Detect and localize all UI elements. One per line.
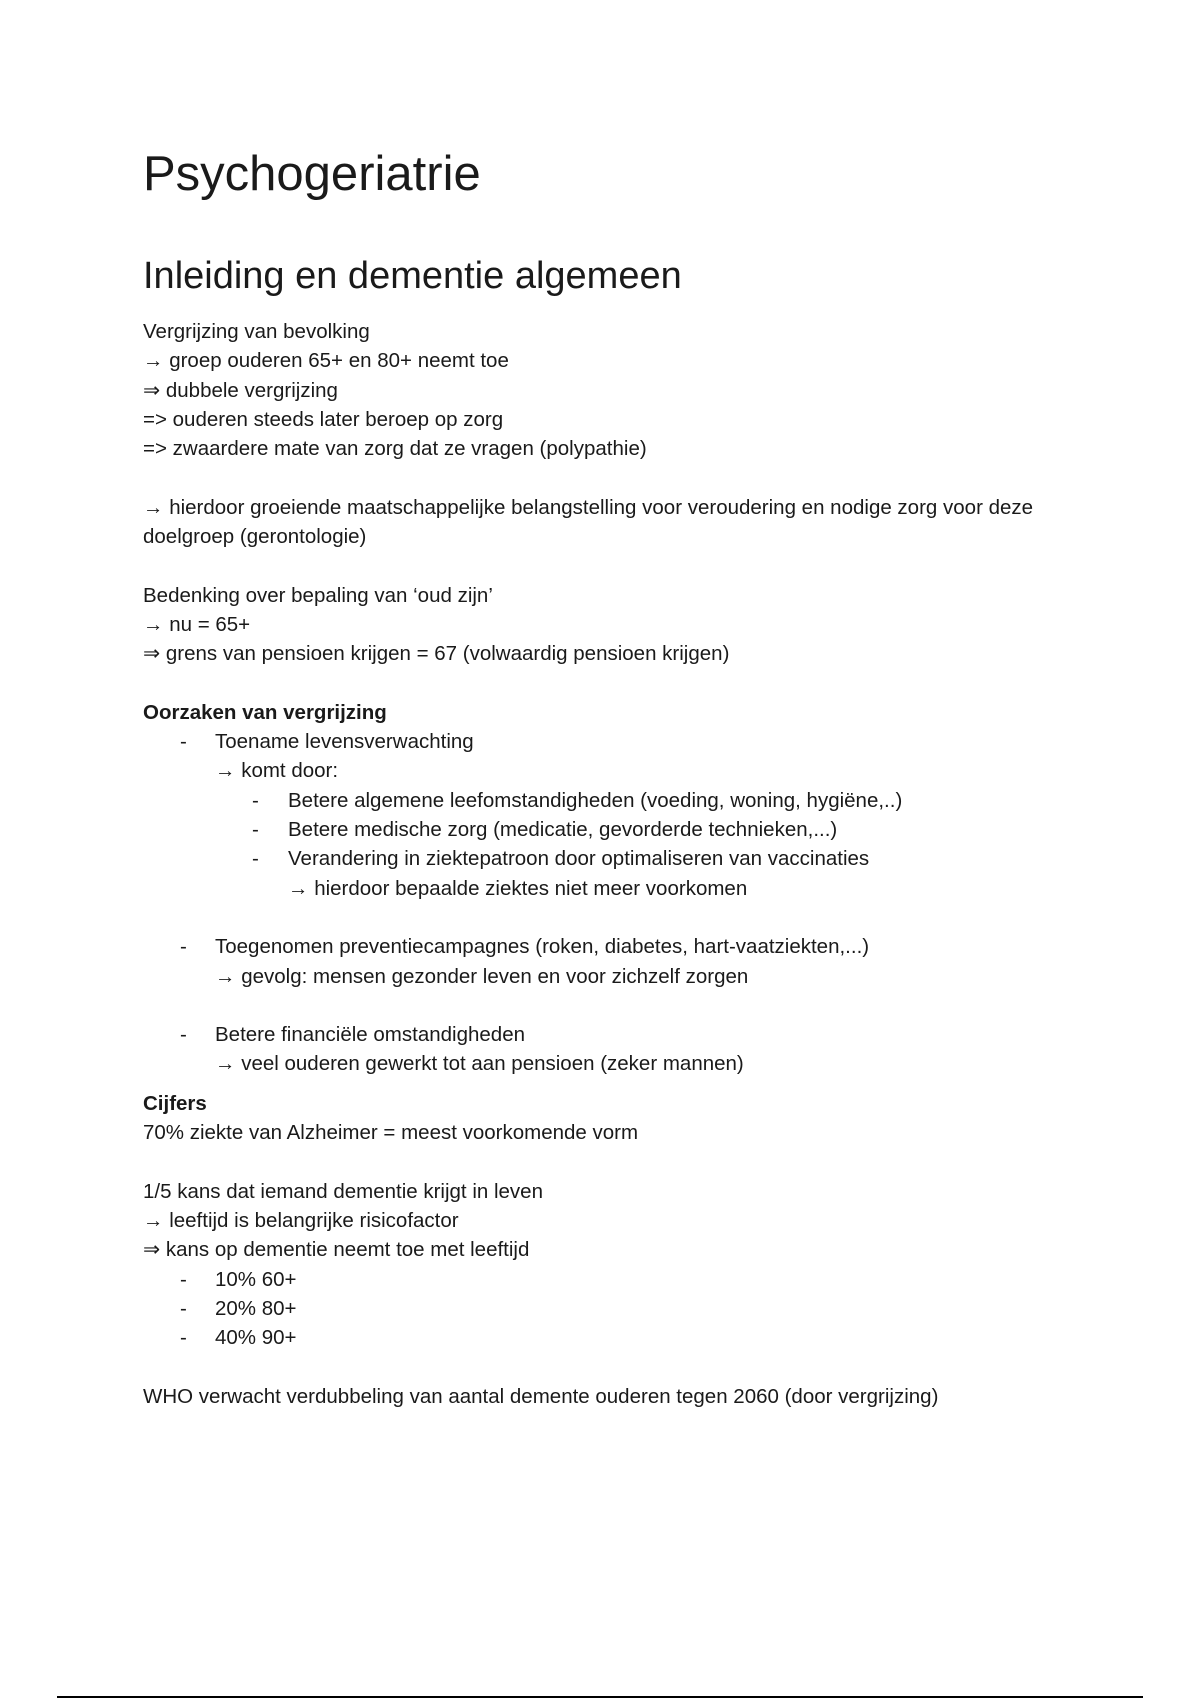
spacer bbox=[143, 551, 1103, 580]
text-line: 70% ziekte van Alzheimer = meest voorkomende vorm bbox=[143, 1121, 639, 1145]
intro-block bbox=[143, 317, 1103, 463]
interest-paragraph: → hierdoor groeiende maatschappelijke belangstelling voor veroudering en nodige zorg voor deze doelgroep (gerontologie) bbox=[143, 495, 1034, 549]
list-item bbox=[143, 1323, 1103, 1352]
bullet-dash: - bbox=[180, 1296, 187, 1320]
section-title: Inleiding en dementie algemeen bbox=[143, 255, 682, 297]
list-item bbox=[143, 844, 1103, 873]
list-item bbox=[143, 1020, 1103, 1049]
list-item-label: 10% 60+ bbox=[215, 1267, 297, 1291]
bullet-dash: - bbox=[252, 818, 259, 842]
spacer bbox=[143, 669, 1103, 698]
text-line: ⇒ kans op dementie neemt toe met leeftijd bbox=[143, 1238, 530, 1262]
list-item bbox=[143, 1265, 1103, 1294]
spacer bbox=[143, 903, 1103, 932]
text-line: → nu = 65+ bbox=[143, 612, 251, 636]
list-item-label: Betere financiële omstandigheden bbox=[215, 1023, 525, 1047]
list-item bbox=[143, 1294, 1103, 1323]
spacer bbox=[143, 991, 1103, 1020]
text-line: → komt door: bbox=[215, 759, 339, 783]
spacer bbox=[143, 1079, 1103, 1089]
text-line: Bedenking over bepaling van ‘oud zijn’ bbox=[143, 583, 493, 607]
list-item-label: Toegenomen preventiecampagnes (roken, diabetes, hart-vaatziekten,...) bbox=[215, 935, 870, 959]
bullet-dash: - bbox=[252, 788, 259, 812]
list-item-label: 40% 90+ bbox=[215, 1326, 297, 1350]
bullet-dash: - bbox=[180, 935, 187, 959]
page-title: Psychogeriatrie bbox=[143, 147, 481, 201]
document-body bbox=[143, 317, 1103, 1411]
text-line: => ouderen steeds later beroep op zorg bbox=[143, 407, 504, 431]
list-item bbox=[143, 786, 1103, 815]
text-line: → gevolg: mensen gezonder leven en voor zichzelf zorgen bbox=[215, 964, 749, 988]
text-line: → leeftijd is belangrijke risicofactor bbox=[143, 1208, 459, 1232]
text-line: Vergrijzing van bevolking bbox=[143, 320, 370, 343]
old-age-block bbox=[143, 581, 1103, 669]
list-item-label: Toename levensverwachting bbox=[215, 730, 474, 754]
list-item-label: Verandering in ziektepatroon door optimaliseren van vaccinaties bbox=[288, 847, 870, 871]
text-line: ⇒ grens van pensioen krijgen = 67 (volwaardig pensioen krijgen) bbox=[143, 642, 730, 666]
bullet-dash: - bbox=[252, 847, 259, 871]
text-line: WHO verwacht verdubbeling van aantal demente ouderen tegen 2060 (door vergrijzing) bbox=[143, 1384, 939, 1408]
list-item-label: Betere algemene leefomstandigheden (voeding, woning, hygiëne,..) bbox=[288, 788, 903, 812]
list-item bbox=[143, 727, 1103, 756]
list-item bbox=[143, 815, 1103, 844]
text-line: → hierdoor bepaalde ziektes niet meer voorkomen bbox=[288, 876, 748, 900]
figures-heading: Cijfers bbox=[143, 1091, 207, 1115]
spacer bbox=[143, 1147, 1103, 1176]
list-item-label: Betere medische zorg (medicatie, gevorderde technieken,...) bbox=[288, 818, 838, 842]
text-line: => zwaardere mate van zorg dat ze vragen (polypathie) bbox=[143, 437, 647, 461]
figures-section bbox=[143, 1089, 1103, 1411]
text-line: → veel ouderen gewerkt tot aan pensioen (zeker mannen) bbox=[215, 1052, 744, 1076]
bullet-dash: - bbox=[180, 1267, 187, 1291]
spacer bbox=[143, 463, 1103, 492]
bullet-dash: - bbox=[180, 730, 187, 754]
text-line: ⇒ dubbele vergrijzing bbox=[143, 378, 338, 402]
causes-heading: Oorzaken van vergrijzing bbox=[143, 700, 387, 724]
spacer bbox=[143, 1352, 1103, 1381]
list-item bbox=[143, 932, 1103, 961]
bullet-dash: - bbox=[180, 1326, 187, 1350]
bullet-dash: - bbox=[180, 1023, 187, 1047]
text-line: 1/5 kans dat iemand dementie krijgt in leven bbox=[143, 1179, 543, 1203]
text-line: → groep ouderen 65+ en 80+ neemt toe bbox=[143, 349, 509, 373]
page-bottom-rule bbox=[57, 1696, 1143, 1698]
list-item-label: 20% 80+ bbox=[215, 1296, 297, 1320]
causes-section bbox=[143, 698, 1103, 1079]
